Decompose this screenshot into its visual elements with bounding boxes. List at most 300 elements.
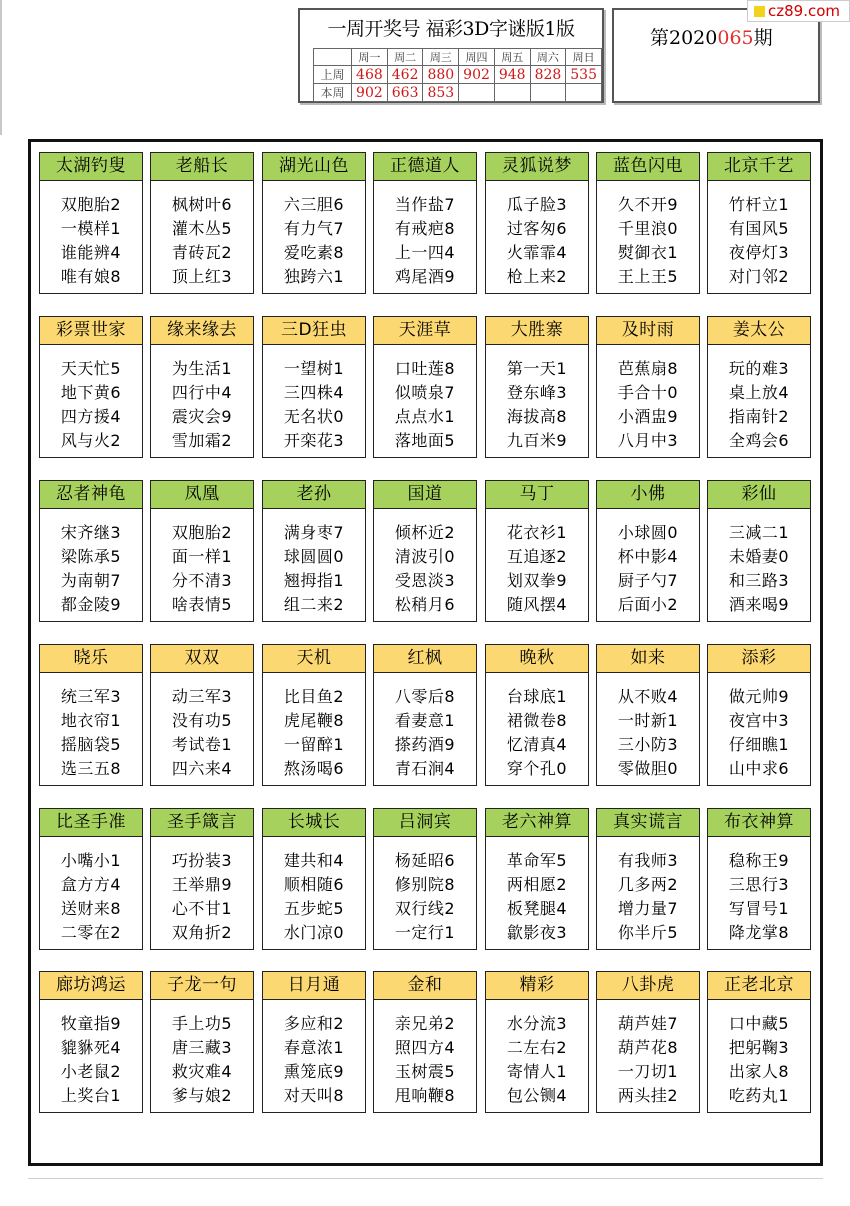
riddle-line: 谁能辨4 (60, 243, 122, 262)
logo-square-icon (754, 6, 765, 17)
card-riddle-lines (708, 193, 810, 289)
riddle-line: 手上功5 (171, 1014, 233, 1033)
watermark-text: cz89.com (768, 2, 841, 20)
riddle-line: 八零后8 (394, 687, 456, 706)
riddle-card (262, 971, 366, 1113)
riddle-line: 天天忙5 (60, 359, 122, 378)
riddle-line: 第一天1 (506, 359, 568, 378)
card-riddle-lines (374, 685, 476, 781)
riddle-card (262, 152, 366, 294)
draw-number: 902 (459, 66, 495, 84)
card-riddle-lines (151, 1012, 253, 1108)
riddle-line: 青石涧4 (394, 759, 456, 778)
draw-number: 468 (352, 66, 388, 84)
riddle-line: 双角折2 (171, 923, 233, 942)
row-label: 上周 (314, 66, 352, 84)
riddle-line: 划双拳9 (506, 571, 568, 590)
riddle-line: 考试卷1 (171, 735, 233, 754)
riddle-line: 板凳腿4 (506, 899, 568, 918)
riddle-line: 玩的难3 (728, 359, 790, 378)
riddle-line: 有力气7 (283, 219, 345, 238)
card-title: 红枫 (374, 645, 476, 673)
riddle-line: 两相愿2 (506, 875, 568, 894)
riddle-line: 二左右2 (506, 1038, 568, 1057)
riddle-line: 吃药丸1 (728, 1086, 790, 1105)
last-week-row (314, 66, 602, 84)
card-riddle-lines (486, 685, 588, 781)
card-title: 长城长 (263, 809, 365, 837)
riddle-line: 面一样1 (171, 547, 233, 566)
riddle-line: 葫芦娃7 (617, 1014, 679, 1033)
riddle-card (150, 808, 254, 950)
card-riddle-lines (40, 849, 142, 945)
card-riddle-lines (151, 849, 253, 945)
riddle-line: 甩响鞭8 (394, 1086, 456, 1105)
riddle-line: 三小防3 (617, 735, 679, 754)
weekly-draw-table (313, 48, 602, 102)
riddle-line: 未婚妻0 (728, 547, 790, 566)
riddle-line: 小酒盅9 (617, 407, 679, 426)
card-riddle-lines (374, 521, 476, 617)
riddle-line: 做元帅9 (728, 687, 790, 706)
riddle-card (39, 644, 143, 786)
riddle-line: 地下黄6 (60, 383, 122, 402)
riddle-line: 歙影夜3 (506, 923, 568, 942)
riddle-card (707, 808, 811, 950)
riddle-card (373, 644, 477, 786)
riddle-line: 六三胆6 (283, 195, 345, 214)
card-title: 蓝色闪电 (597, 153, 699, 181)
riddle-card (373, 316, 477, 458)
card-riddle-lines (263, 685, 365, 781)
riddle-card (262, 644, 366, 786)
riddle-line: 唐三藏3 (171, 1038, 233, 1057)
card-riddle-lines (597, 1012, 699, 1108)
draw-number: 902 (352, 84, 388, 102)
card-title: 老孙 (263, 481, 365, 509)
riddle-line: 盒方方4 (60, 875, 122, 894)
riddle-line: 双胞胎2 (171, 523, 233, 542)
riddle-line: 山中求6 (728, 759, 790, 778)
riddle-card (707, 480, 811, 622)
riddle-line: 松稍月6 (394, 595, 456, 614)
card-title: 圣手箴言 (151, 809, 253, 837)
riddle-line: 火霏霏4 (506, 243, 568, 262)
riddle-line: 随风摆4 (506, 595, 568, 614)
riddle-line: 唯有娘8 (60, 267, 122, 286)
riddle-line: 独跨六1 (283, 267, 345, 286)
issue-prefix: 第2020 (650, 27, 718, 49)
riddle-card (485, 808, 589, 950)
card-title: 太湖钓叟 (40, 153, 142, 181)
riddle-line: 酒来喝9 (728, 595, 790, 614)
card-title: 湖光山色 (263, 153, 365, 181)
card-title: 国道 (374, 481, 476, 509)
riddle-line: 对天叫8 (283, 1086, 345, 1105)
riddle-line: 清波引0 (394, 547, 456, 566)
riddle-line: 没有功5 (171, 711, 233, 730)
riddle-line: 受恩淡3 (394, 571, 456, 590)
riddle-card (596, 971, 700, 1113)
card-riddle-lines (263, 521, 365, 617)
riddle-line: 一留醉1 (283, 735, 345, 754)
riddle-line: 革命军5 (506, 851, 568, 870)
card-title: 彩仙 (708, 481, 810, 509)
day-header: 周一 (352, 49, 388, 66)
riddle-line: 巧扮装3 (171, 851, 233, 870)
riddle-line: 海拔高8 (506, 407, 568, 426)
riddle-line: 心不甘1 (171, 899, 233, 918)
riddle-card (596, 480, 700, 622)
riddle-line: 多应和2 (283, 1014, 345, 1033)
riddle-line: 组二来2 (283, 595, 345, 614)
card-title: 老船长 (151, 153, 253, 181)
card-title: 晚秋 (486, 645, 588, 673)
riddle-line: 为南朝7 (60, 571, 122, 590)
card-riddle-lines (151, 193, 253, 289)
riddle-line: 看妻意1 (394, 711, 456, 730)
issue-number-label (650, 23, 773, 50)
card-riddle-lines (486, 1012, 588, 1108)
riddle-line: 一望树1 (283, 359, 345, 378)
riddle-line: 倾杯近2 (394, 523, 456, 542)
day-header: 周四 (459, 49, 495, 66)
card-title: 三D狂虫 (263, 317, 365, 345)
riddle-line: 穿个孔0 (506, 759, 568, 778)
draw-number: 535 (566, 66, 602, 84)
riddle-line: 把躬鞠3 (728, 1038, 790, 1057)
card-title: 真实谎言 (597, 809, 699, 837)
riddle-line: 点点水1 (394, 407, 456, 426)
riddle-card (596, 644, 700, 786)
draw-number: 462 (387, 66, 423, 84)
riddle-grid (28, 139, 823, 1166)
riddle-line: 忆清真4 (506, 735, 568, 754)
card-title: 如来 (597, 645, 699, 673)
riddle-card (707, 971, 811, 1113)
card-riddle-lines (151, 357, 253, 453)
riddle-line: 王举鼎9 (171, 875, 233, 894)
riddle-line: 有戒疤8 (394, 219, 456, 238)
riddle-line: 三减二1 (728, 523, 790, 542)
riddle-line: 上奖台1 (60, 1086, 122, 1105)
riddle-line: 梁陈承5 (60, 547, 122, 566)
riddle-card (150, 152, 254, 294)
riddle-card (262, 480, 366, 622)
riddle-line: 熨御衣1 (617, 243, 679, 262)
card-title: 忍者神龟 (40, 481, 142, 509)
riddle-line: 四行中4 (171, 383, 233, 402)
card-title: 晓乐 (40, 645, 142, 673)
riddle-line: 夜宫中3 (728, 711, 790, 730)
riddle-line: 双胞胎2 (60, 195, 122, 214)
card-riddle-lines (40, 521, 142, 617)
riddle-line: 小老鼠2 (60, 1062, 122, 1081)
riddle-line: 四方援4 (60, 407, 122, 426)
riddle-line: 牧童指9 (60, 1014, 122, 1033)
riddle-card (373, 808, 477, 950)
riddle-line: 过客匆6 (506, 219, 568, 238)
riddle-line: 八月中3 (617, 431, 679, 450)
card-title: 双双 (151, 645, 253, 673)
riddle-line: 出家人8 (728, 1062, 790, 1081)
riddle-line: 仔细瞧1 (728, 735, 790, 754)
corner-cell (314, 49, 352, 66)
riddle-line: 一定行1 (394, 923, 456, 942)
riddle-card (262, 316, 366, 458)
riddle-line: 宋齐继3 (60, 523, 122, 542)
card-riddle-lines (708, 849, 810, 945)
riddle-line: 熏笼底9 (283, 1062, 345, 1081)
riddle-line: 久不开9 (617, 195, 679, 214)
issue-panel (612, 8, 820, 103)
riddle-card (39, 316, 143, 458)
card-riddle-lines (40, 357, 142, 453)
riddle-line: 登东峰3 (506, 383, 568, 402)
riddle-card (39, 808, 143, 950)
riddle-card (596, 808, 700, 950)
riddle-line: 全鸡会6 (728, 431, 790, 450)
riddle-line: 比目鱼2 (283, 687, 345, 706)
riddle-line: 满身枣7 (283, 523, 345, 542)
riddle-line: 顺相随6 (283, 875, 345, 894)
card-riddle-lines (597, 849, 699, 945)
riddle-line: 写冒号1 (728, 899, 790, 918)
card-riddle-lines (708, 357, 810, 453)
card-riddle-lines (263, 849, 365, 945)
riddle-line: 千里浪0 (617, 219, 679, 238)
riddle-line: 手合十0 (617, 383, 679, 402)
card-title: 缘来缘去 (151, 317, 253, 345)
card-title: 子龙一句 (151, 972, 253, 1000)
draw-number (459, 84, 495, 102)
card-riddle-lines (151, 521, 253, 617)
riddle-line: 口吐莲8 (394, 359, 456, 378)
riddle-line: 一时新1 (617, 711, 679, 730)
riddle-line: 搽药酒9 (394, 735, 456, 754)
riddle-line: 顶上红3 (171, 267, 233, 286)
riddle-line: 零做胆0 (617, 759, 679, 778)
card-riddle-lines (374, 357, 476, 453)
riddle-line: 葫芦花8 (617, 1038, 679, 1057)
riddle-line: 小球圆0 (617, 523, 679, 542)
day-header: 周三 (423, 49, 459, 66)
card-riddle-lines (374, 1012, 476, 1108)
card-riddle-lines (263, 193, 365, 289)
riddle-line: 爹与娘2 (171, 1086, 233, 1105)
riddle-line: 九百米9 (506, 431, 568, 450)
riddle-line: 分不清3 (171, 571, 233, 590)
left-margin-rule (0, 0, 2, 135)
riddle-line: 降龙掌8 (728, 923, 790, 942)
day-header: 周二 (387, 49, 423, 66)
card-title: 布衣神算 (708, 809, 810, 837)
riddle-line: 震灾会9 (171, 407, 233, 426)
days-header-row (314, 49, 602, 66)
riddle-line: 翘拇指1 (283, 571, 345, 590)
card-title: 北京千艺 (708, 153, 810, 181)
card-title: 比圣手准 (40, 809, 142, 837)
riddle-card (150, 971, 254, 1113)
riddle-line: 灌木丛5 (171, 219, 233, 238)
riddle-line: 杯中影4 (617, 547, 679, 566)
riddle-line: 建共和4 (283, 851, 345, 870)
riddle-card (39, 152, 143, 294)
riddle-line: 后面小2 (617, 595, 679, 614)
riddle-card (39, 480, 143, 622)
riddle-line: 有我师3 (617, 851, 679, 870)
riddle-line: 花衣衫1 (506, 523, 568, 542)
riddle-line: 啥表情5 (171, 595, 233, 614)
riddle-line: 当作盐7 (394, 195, 456, 214)
riddle-line: 和三路3 (728, 571, 790, 590)
issue-number: 065 (717, 27, 754, 49)
riddle-line: 夜停灯3 (728, 243, 790, 262)
card-title: 正德道人 (374, 153, 476, 181)
day-header: 周五 (494, 49, 530, 66)
riddle-line: 熬汤喝6 (283, 759, 345, 778)
card-riddle-lines (263, 357, 365, 453)
card-riddle-lines (486, 849, 588, 945)
card-riddle-lines (40, 1012, 142, 1108)
draw-number: 828 (530, 66, 566, 84)
riddle-line: 统三军3 (60, 687, 122, 706)
riddle-card (373, 480, 477, 622)
riddle-line: 桌上放4 (728, 383, 790, 402)
card-title: 姜太公 (708, 317, 810, 345)
riddle-line: 一刀切1 (617, 1062, 679, 1081)
riddle-line: 三思行3 (728, 875, 790, 894)
card-title: 灵狐说梦 (486, 153, 588, 181)
card-riddle-lines (708, 685, 810, 781)
riddle-line: 竹杆立1 (728, 195, 790, 214)
issue-suffix: 期 (753, 27, 773, 49)
card-riddle-lines (486, 193, 588, 289)
riddle-line: 救灾难4 (171, 1062, 233, 1081)
riddle-line: 球圆圆0 (283, 547, 345, 566)
card-riddle-lines (40, 685, 142, 781)
this-week-row (314, 84, 602, 102)
riddle-line: 有国风5 (728, 219, 790, 238)
panel-title: 一周开奖号 福彩3D字谜版1版 (327, 18, 575, 40)
riddle-line: 送财来8 (60, 899, 122, 918)
riddle-line: 瓜子脸3 (506, 195, 568, 214)
riddle-line: 摇脑袋5 (60, 735, 122, 754)
riddle-card (262, 808, 366, 950)
draw-number: 663 (387, 84, 423, 102)
riddle-line: 为生活1 (171, 359, 233, 378)
day-header: 周六 (530, 49, 566, 66)
card-title: 添彩 (708, 645, 810, 673)
riddle-line: 四六来4 (171, 759, 233, 778)
riddle-line: 水门凉0 (283, 923, 345, 942)
riddle-line: 雪加霜2 (171, 431, 233, 450)
riddle-line: 厨子勺7 (617, 571, 679, 590)
draw-number (494, 84, 530, 102)
day-header: 周日 (566, 49, 602, 66)
draw-number (530, 84, 566, 102)
riddle-line: 水分流3 (506, 1014, 568, 1033)
card-riddle-lines (597, 685, 699, 781)
riddle-line: 上一四4 (394, 243, 456, 262)
riddle-line: 两头挂2 (617, 1086, 679, 1105)
riddle-line: 小嘴小1 (60, 851, 122, 870)
riddle-line: 包公铡4 (506, 1086, 568, 1105)
card-title: 及时雨 (597, 317, 699, 345)
card-riddle-lines (708, 1012, 810, 1108)
riddle-line: 二零在2 (60, 923, 122, 942)
riddle-line: 似喷泉7 (394, 383, 456, 402)
riddle-line: 从不败4 (617, 687, 679, 706)
row-label: 本周 (314, 84, 352, 102)
riddle-line: 三四株4 (283, 383, 345, 402)
riddle-line: 你半斤5 (617, 923, 679, 942)
card-title: 正老北京 (708, 972, 810, 1000)
riddle-line: 虎尾鞭8 (283, 711, 345, 730)
riddle-card (596, 152, 700, 294)
card-title: 老六神算 (486, 809, 588, 837)
riddle-line: 开栾花3 (283, 431, 345, 450)
card-title: 马丁 (486, 481, 588, 509)
bottom-rule (28, 1178, 823, 1179)
card-riddle-lines (486, 357, 588, 453)
riddle-line: 寄情人1 (506, 1062, 568, 1081)
riddle-card (373, 152, 477, 294)
riddle-line: 玉树震5 (394, 1062, 456, 1081)
riddle-line: 互追逐2 (506, 547, 568, 566)
riddle-line: 地衣帘1 (60, 711, 122, 730)
card-title: 日月通 (263, 972, 365, 1000)
riddle-line: 风与火2 (60, 431, 122, 450)
riddle-line: 台球底1 (506, 687, 568, 706)
card-title: 天涯草 (374, 317, 476, 345)
riddle-line: 双行线2 (394, 899, 456, 918)
riddle-line: 裙微卷8 (506, 711, 568, 730)
riddle-line: 对门邻2 (728, 267, 790, 286)
card-riddle-lines (40, 193, 142, 289)
riddle-line: 稳称王9 (728, 851, 790, 870)
riddle-line: 动三军3 (171, 687, 233, 706)
riddle-card (39, 971, 143, 1113)
riddle-line: 貔貅死4 (60, 1038, 122, 1057)
riddle-line: 爱吃素8 (283, 243, 345, 262)
card-riddle-lines (597, 357, 699, 453)
riddle-line: 照四方4 (394, 1038, 456, 1057)
riddle-line: 亲兄弟2 (394, 1014, 456, 1033)
card-riddle-lines (597, 521, 699, 617)
riddle-line: 指南针2 (728, 407, 790, 426)
riddle-card (485, 644, 589, 786)
riddle-card (150, 316, 254, 458)
riddle-card (707, 316, 811, 458)
card-title: 大胜寨 (486, 317, 588, 345)
card-title: 金和 (374, 972, 476, 1000)
riddle-line: 鸡尾酒9 (394, 267, 456, 286)
card-riddle-lines (374, 849, 476, 945)
riddle-card (485, 971, 589, 1113)
riddle-line: 增力量7 (617, 899, 679, 918)
riddle-card (150, 480, 254, 622)
riddle-line: 杨延昭6 (394, 851, 456, 870)
card-title: 廊坊鸿运 (40, 972, 142, 1000)
riddle-card (707, 644, 811, 786)
riddle-card (485, 480, 589, 622)
riddle-card (485, 316, 589, 458)
riddle-line: 修别院8 (394, 875, 456, 894)
riddle-card (373, 971, 477, 1113)
riddle-line: 都金陵9 (60, 595, 122, 614)
site-watermark[interactable] (747, 0, 850, 22)
